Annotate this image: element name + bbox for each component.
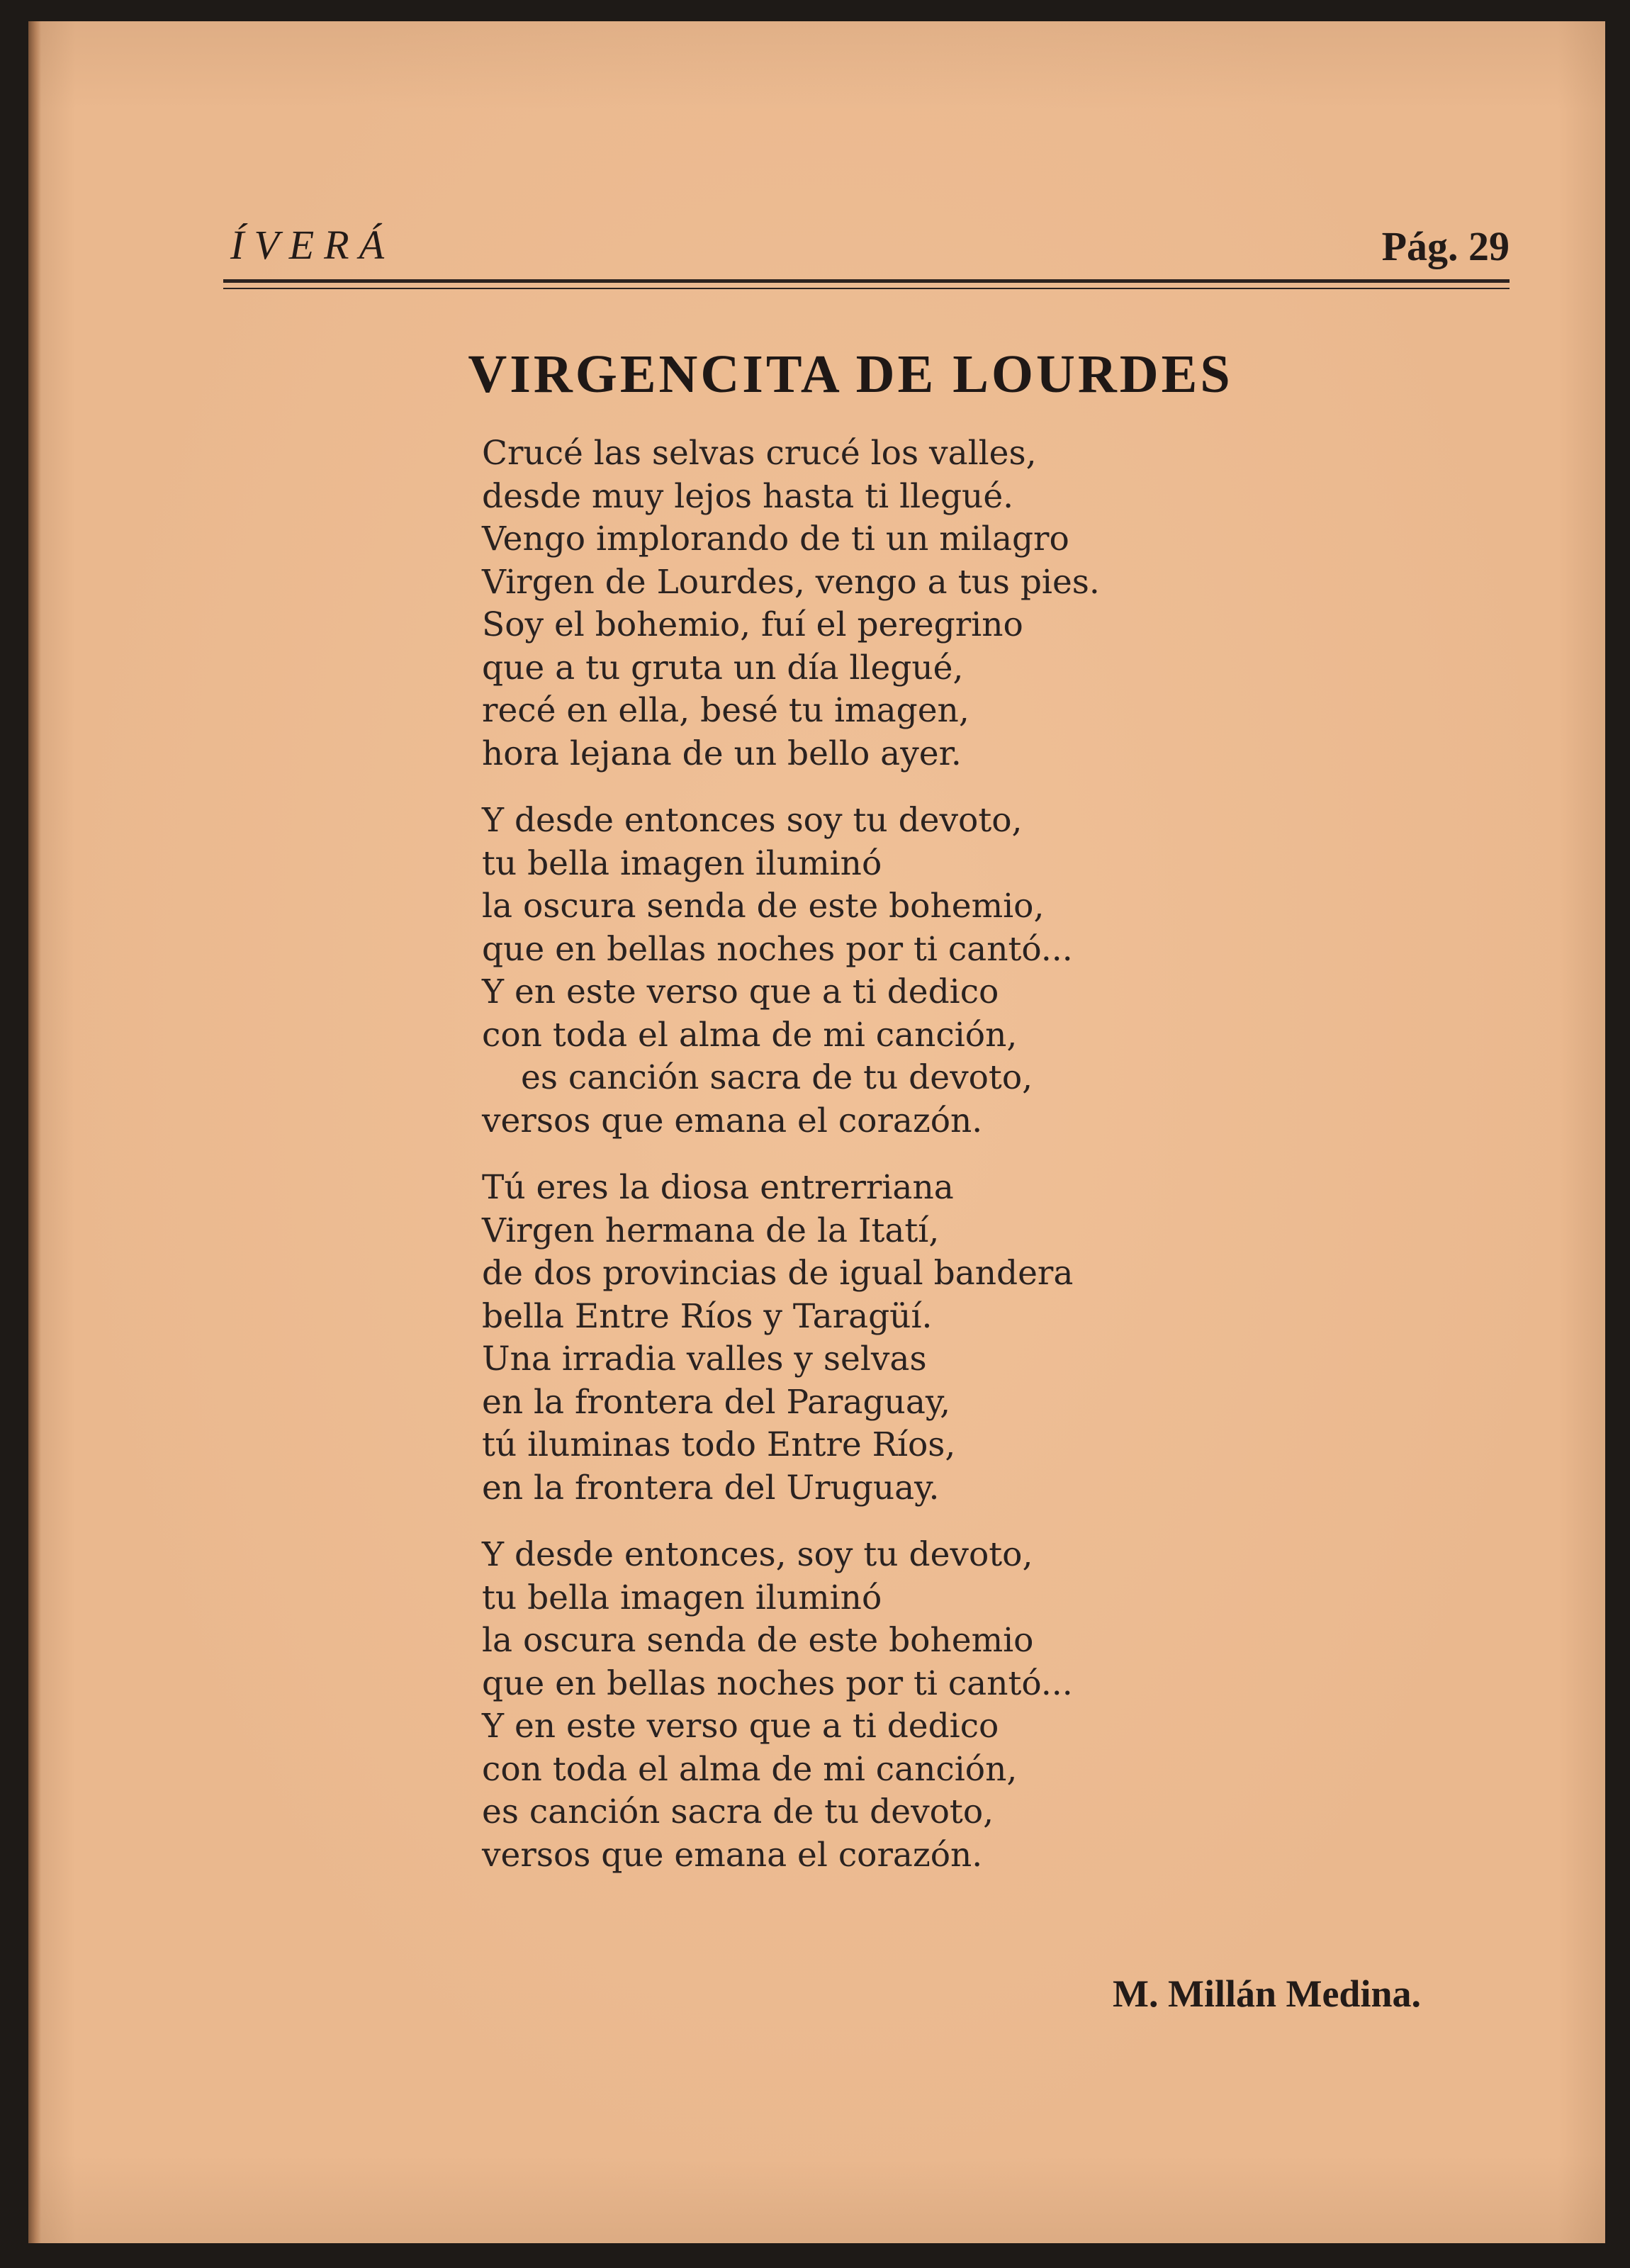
poem-body: [482, 432, 1297, 1901]
poem-line: la oscura senda de este bohemio: [482, 1621, 1034, 1660]
poem-line: en la frontera del Paraguay,: [482, 1382, 951, 1422]
poem-line: Virgen de Lourdes, vengo a tus pies.: [482, 562, 1100, 602]
poem-line: Vengo implorando de ti un milagro: [482, 520, 1069, 558]
poem-line: Soy el bohemio, fuí el peregrino: [482, 605, 1023, 644]
author-signature: M. Millán Medina.: [1113, 1972, 1421, 2015]
stanza-1: [482, 432, 1297, 775]
poem-line: tú iluminas todo Entre Ríos,: [482, 1425, 956, 1464]
poem-line: hora lejana de un bello ayer.: [482, 734, 962, 773]
page-header: [202, 207, 1510, 292]
document-page: [28, 21, 1605, 2243]
poem-line: Tú eres la diosa entrerriana: [482, 1168, 954, 1207]
poem-line: Crucé las selvas crucé los valles,: [482, 434, 1037, 473]
poem-line: con toda el alma de mi canción,: [482, 1015, 1018, 1055]
stanza-2: [482, 799, 1297, 1143]
poem-line: bella Entre Ríos y Taragüí.: [482, 1296, 933, 1336]
poem-line: que a tu gruta un día llegué,: [482, 648, 964, 687]
poem-line: versos que emana el corazón.: [482, 1835, 983, 1875]
poem-line: tu bella imagen iluminó: [482, 1578, 882, 1617]
poem-line: Y en este verso que a ti dedico: [482, 972, 999, 1011]
poem-line: que en bellas noches por ti cantó...: [482, 929, 1073, 969]
header-rule-thin: [223, 288, 1510, 289]
poem-line: desde muy lejos hasta ti llegué.: [482, 476, 1014, 516]
stanza-4: [482, 1534, 1297, 1877]
poem-line: con toda el alma de mi canción,: [482, 1749, 1018, 1789]
poem-line: Y desde entonces soy tu devoto,: [482, 801, 1023, 840]
poem-line: que en bellas noches por ti cantó...: [482, 1663, 1073, 1703]
poem-line: versos que emana el corazón.: [482, 1101, 983, 1140]
poem-line: de dos provincias de igual bandera: [482, 1254, 1074, 1293]
poem-line: Virgen hermana de la Itatí,: [482, 1211, 940, 1250]
poem-title: VIRGENCITA DE LOURDES: [468, 344, 1233, 404]
poem-line: Y en este verso que a ti dedico: [482, 1707, 999, 1746]
poem-line: Una irradia valles y selvas: [482, 1340, 927, 1379]
page-binding-edge: [28, 21, 41, 2243]
stanza-3: [482, 1167, 1297, 1510]
header-rule-thick: [223, 279, 1510, 283]
poem-line: es canción sacra de tu devoto,: [521, 1058, 1033, 1097]
poem-line: la oscura senda de este bohemio,: [482, 887, 1045, 926]
poem-line: recé en ella, besé tu imagen,: [482, 691, 969, 730]
poem-line: en la frontera del Uruguay.: [482, 1468, 940, 1508]
journal-name: ÍVERÁ: [230, 222, 395, 268]
poem-line: tu bella imagen iluminó: [482, 843, 882, 883]
page-number: Pág. 29: [1381, 223, 1510, 269]
poem-line: es canción sacra de tu devoto,: [482, 1792, 994, 1831]
poem-line: Y desde entonces, soy tu devoto,: [482, 1535, 1033, 1574]
